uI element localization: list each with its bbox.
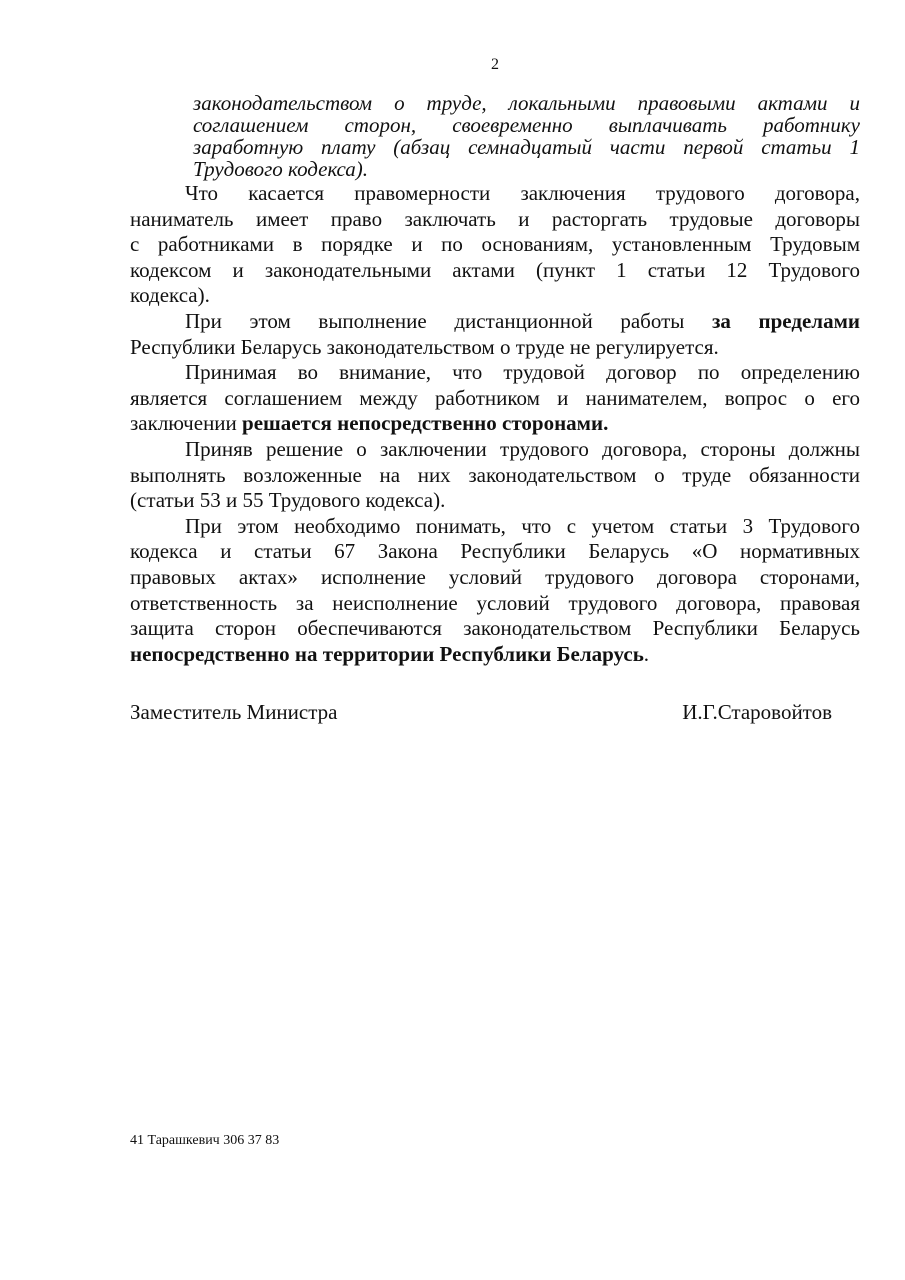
text-line [130, 411, 860, 437]
bold-text: решается непосредственно сторонами. [242, 411, 609, 436]
text-segment: законодательством о труде, локальными правовыми актами и [193, 91, 860, 115]
paragraph [130, 514, 860, 668]
text-line [193, 92, 860, 114]
text-segment: Трудового кодекса). [193, 157, 369, 181]
text-line [130, 616, 860, 642]
text-segment: является соглашением между работником и нанимателем, вопрос о его [130, 385, 860, 410]
text-segment: выполнять возложенные на них законодательством о труде обязанности [130, 462, 860, 487]
paragraph [130, 309, 860, 360]
text-segment: защита сторон обеспечиваются законодательством Республики Беларусь [130, 616, 860, 641]
text-line [130, 591, 860, 617]
text-segment: кодекса). [130, 283, 210, 308]
paragraph [130, 437, 860, 514]
text-segment: Приняв решение о заключении трудового договора, стороны должны [185, 436, 860, 461]
signatory-position: Заместитель Министра [130, 700, 338, 724]
text-line [130, 360, 860, 386]
footer-contact: 41 Тарашкевич 306 37 83 [130, 1133, 280, 1148]
text-line [130, 258, 860, 284]
text-segment: кодексом и законодательными актами (пункт 1 статьи 12 Трудового [130, 257, 860, 282]
text-line [130, 437, 860, 463]
text-segment: При этом необходимо понимать, что с учетом статьи 3 Трудового [185, 513, 860, 538]
text-line [193, 136, 860, 158]
text-line [130, 539, 860, 565]
text-line [130, 181, 860, 207]
text-line [130, 309, 860, 335]
text-segment: Что касается правомерности заключения трудового договора, [185, 181, 860, 205]
text-line [130, 514, 860, 540]
text-line [130, 207, 860, 233]
text-segment: наниматель имеет право заключать и расторгать трудовые договоры [130, 206, 860, 231]
signatory-name: И.Г.Старовойтов [682, 700, 832, 724]
text-segment: правовых актах» исполнение условий трудового договора сторонами, [130, 564, 860, 589]
text-segment: с работниками в порядке и по основаниям, установленным Трудовым [130, 232, 860, 257]
paragraph [130, 360, 860, 437]
text-segment: (статьи 53 и 55 Трудового кодекса). [130, 488, 446, 513]
bold-text: за пределами [711, 308, 860, 333]
text-segment: заключении [130, 411, 243, 436]
page-number: 2 [491, 56, 499, 73]
paragraph [130, 181, 860, 309]
text-line [130, 488, 860, 514]
text-line [130, 565, 860, 591]
text-segment: Принимая во внимание, что трудовой договор по определению [185, 360, 860, 385]
text-line [130, 386, 860, 412]
text-segment: . [643, 641, 650, 666]
text-segment: При этом выполнение дистанционной работы [185, 308, 712, 333]
text-line [130, 463, 860, 489]
document-body [130, 181, 860, 667]
text-segment: заработную плату (абзац семнадцатый части первой статьи 1 [193, 135, 860, 159]
text-segment: ответственность за неисполнение условий трудового договора, правовая [130, 590, 860, 615]
text-line [193, 114, 860, 136]
text-line [130, 335, 860, 361]
text-line [193, 158, 860, 180]
italic-quote-block [193, 92, 860, 180]
signature-block [130, 700, 832, 725]
text-segment: кодекса и статьи 67 Закона Республики Беларусь «О нормативных [130, 539, 860, 564]
text-segment: Республики Беларусь законодательством о труде не регулируется. [130, 334, 719, 359]
bold-text: непосредственно на территории Республики Беларусь [130, 641, 644, 666]
text-line [130, 232, 860, 258]
text-segment: соглашением сторон, своевременно выплачивать работнику [193, 113, 860, 137]
text-line [130, 642, 860, 668]
text-line [130, 283, 860, 309]
